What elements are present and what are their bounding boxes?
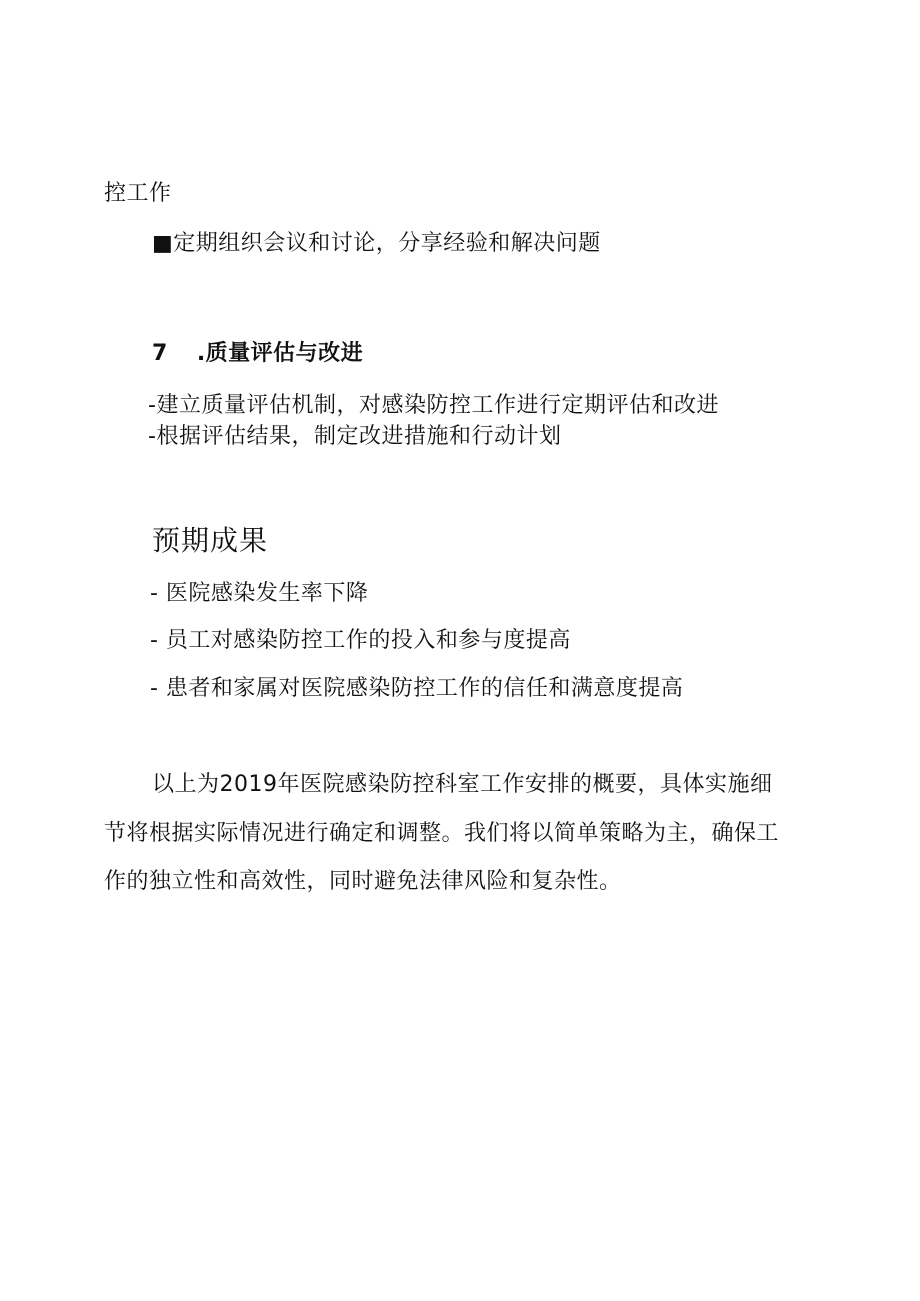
section-7-item: -建立质量评估机制，对感染防控工作进行定期评估和改进	[148, 393, 719, 418]
continued-text-line: 控工作	[104, 181, 172, 206]
outcome-item: - 医院感染发生率下降	[150, 581, 369, 606]
conclusion-line: 节将根据实际情况进行确定和调整。我们将以简单策略为主，确保工	[104, 821, 780, 846]
outcome-item: - 患者和家属对医院感染防控工作的信任和满意度提高	[150, 676, 684, 701]
section-7-title: .质量评估与改进	[196, 341, 364, 366]
conclusion-line: 以上为2019年医院感染防控科室工作安排的概要，具体实施细	[152, 772, 773, 797]
outcome-item: - 员工对感染防控工作的投入和参与度提高	[150, 628, 571, 653]
section-7-number: 7	[152, 341, 168, 366]
section-7-item: -根据评估结果，制定改进措施和行动计划	[148, 424, 562, 449]
conclusion-line: 作的独立性和高效性，同时避免法律风险和复杂性。	[104, 869, 622, 894]
section-7-heading	[152, 340, 363, 368]
outcomes-heading: 预期成果	[152, 524, 269, 557]
meeting-bullet-item: ■定期组织会议和讨论，分享经验和解决问题	[152, 231, 601, 256]
